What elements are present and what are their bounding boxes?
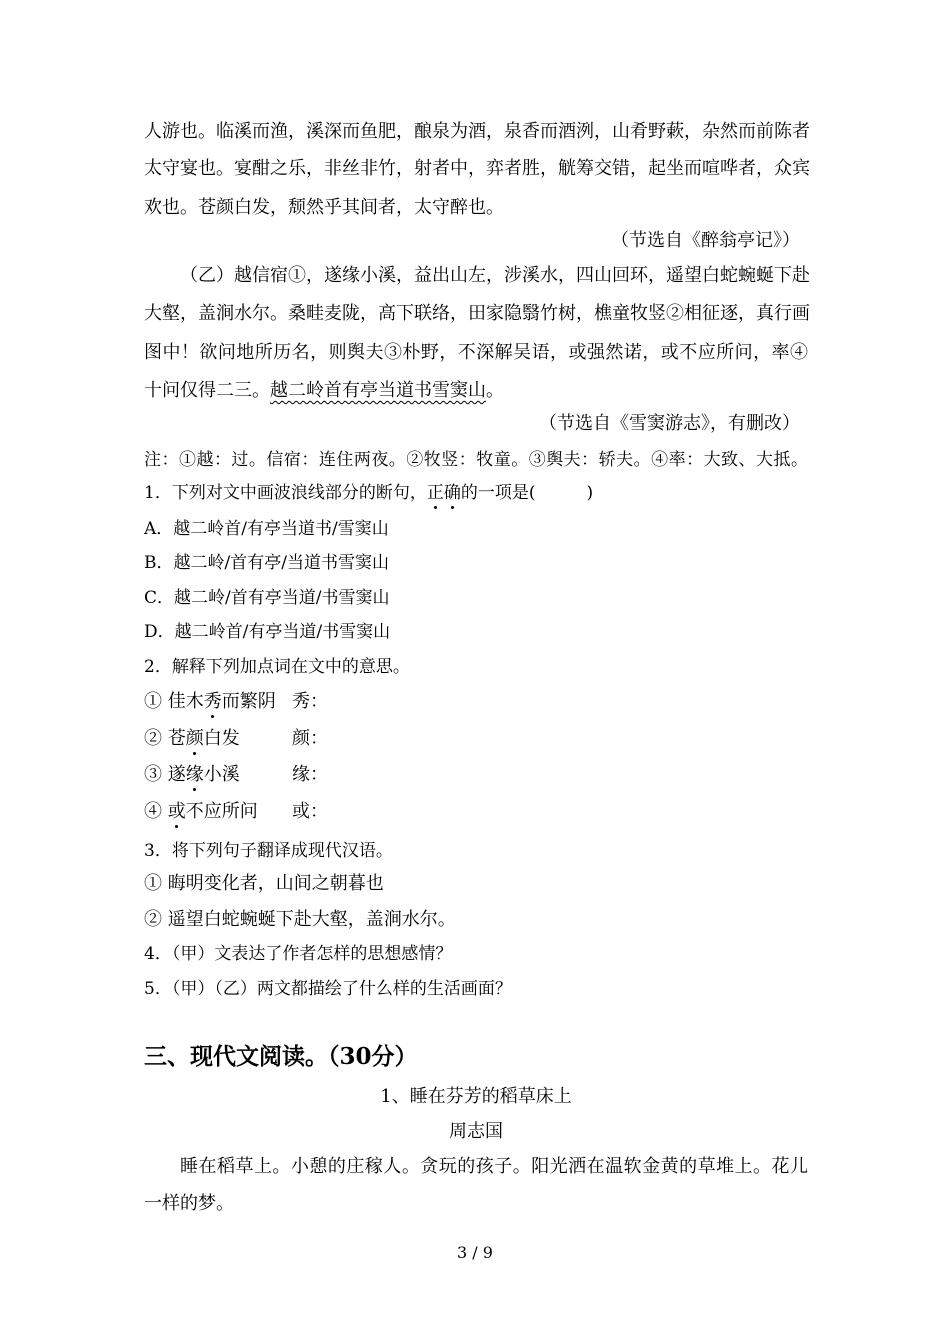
item-number: ③ xyxy=(144,764,162,785)
passage-jia-line-1: 人游也。临溪而渔，溪深而鱼肥，酿泉为酒，泉香而酒洌，山肴野蔌，杂然而前陈者 xyxy=(144,121,810,142)
article-paragraph-line-1: 睡在稻草上。小憩的庄稼人。贪玩的孩子。阳光洒在温软金黄的草堆上。花儿 xyxy=(180,1156,808,1177)
question-4-stem: 4．（甲）文表达了作者怎样的思想感情？ xyxy=(144,944,453,964)
passage-yi-line-2: 大壑，盖涧水尔。桑畦麦陇，高下联络，田家隐翳竹树，樵童牧竖②相征逐，真行画 xyxy=(144,303,810,324)
emphasis-dot-char: 确 xyxy=(443,483,461,503)
page-number: 3 / 9 xyxy=(457,1243,493,1262)
passage-yi-line-1: （乙）越信宿①，遂缘小溪，益出山左，涉溪水，四山回环，遥望白蛇蜿蜒下赴 xyxy=(180,265,810,286)
question-1-option-c: C．越二岭/首有亭当道/书雪窦山 xyxy=(144,588,390,608)
question-2-item-3 xyxy=(144,763,808,787)
section-heading: 三、现代文阅读。（30分） xyxy=(144,1043,418,1070)
passage-yi-note: 注：①越：过。信宿：连住两夜。②牧竖：牧童。③舆夫：轿夫。④率：大致、大抵。 xyxy=(144,450,808,470)
emphasis-dot-char: 缘 xyxy=(185,764,204,785)
emphasis-dot-char: 秀 xyxy=(203,691,222,712)
item-text-post: 小溪 xyxy=(203,764,240,785)
passage-jia-line-2: 太守宴也。宴酣之乐，非丝非竹，射者中，弈者胜，觥筹交错，起坐而喧哗者，众宾 xyxy=(144,158,810,179)
question-2-item-4 xyxy=(144,800,808,824)
wavy-underlined-sentence: 越二岭首有亭当道书雪窦山 xyxy=(270,380,486,401)
article-paragraph-line-2: 一样的梦。 xyxy=(144,1193,234,1214)
passage-yi-line-4 xyxy=(144,379,808,403)
item-text-post: 而繁阴 xyxy=(221,691,276,712)
question-1-option-d: D．越二岭首/有亭当道/书雪窦山 xyxy=(144,622,391,642)
item-text-post: 不应所问 xyxy=(185,801,258,822)
emphasis-dot-char: 正 xyxy=(426,483,444,503)
question-5-stem: 5．（甲）（乙）两文都描绘了什么样的生活画面？ xyxy=(144,979,512,999)
item-number: ② xyxy=(144,728,162,749)
question-2-item-1 xyxy=(144,690,808,714)
item-text-pre: 苍 xyxy=(167,728,186,749)
item-text-pre: 佳木 xyxy=(167,691,204,712)
answer-label: 或： xyxy=(292,801,328,822)
passage-yi-line-3: 图中！欲问地所历名，则舆夫③朴野，不深解吴语，或强然诺，或不应所问，率④ xyxy=(144,342,808,363)
emphasis-dot-char: 颜 xyxy=(185,728,204,749)
passage-yi-line-4-post: 。 xyxy=(486,380,504,401)
item-text-post: 白发 xyxy=(203,728,240,749)
question-1-stem-pre: 1．下列对文中画波浪线部分的断句， xyxy=(144,483,427,503)
question-1-stem-post: 的一项是( ) xyxy=(460,483,594,503)
question-1-stem xyxy=(144,481,808,505)
item-text-pre: 遂 xyxy=(167,764,186,785)
answer-label: 缘： xyxy=(292,764,328,785)
item-number: ④ xyxy=(144,801,162,822)
question-1-option-b: B．越二岭/首有亭/当道书雪窦山 xyxy=(144,553,389,573)
answer-label: 秀： xyxy=(292,691,328,712)
question-3-stem: 3．将下列句子翻译成现代汉语。 xyxy=(144,841,393,861)
article-title: 1、睡在芬芳的稻草床上 xyxy=(380,1086,572,1107)
passage-jia-source: （节选自《醉翁亭记》） xyxy=(611,230,800,251)
item-number: ① xyxy=(144,691,162,712)
question-1-option-a: A．越二岭首/有亭当道书/雪窦山 xyxy=(144,519,389,539)
passage-yi-source: （节选自《雪窦游志》，有删改） xyxy=(539,413,800,434)
question-2-stem: 2．解释下列加点词在文中的意思。 xyxy=(144,657,410,677)
article-author: 周志国 xyxy=(449,1121,503,1142)
question-3-sentence-1: ① 晦明变化者，山间之朝暮也 xyxy=(144,873,384,894)
emphasis-dot-char: 或 xyxy=(167,801,186,822)
question-3-sentence-2: ② 遥望白蛇蜿蜒下赴大壑，盖涧水尔。 xyxy=(144,909,456,930)
passage-jia-line-3: 欢也。苍颜白发，颓然乎其间者，太守醉也。 xyxy=(144,197,504,218)
passage-yi-line-4-pre: 十问仅得二三。 xyxy=(144,380,270,401)
question-2-item-2 xyxy=(144,727,808,751)
answer-label: 颜： xyxy=(292,728,328,749)
